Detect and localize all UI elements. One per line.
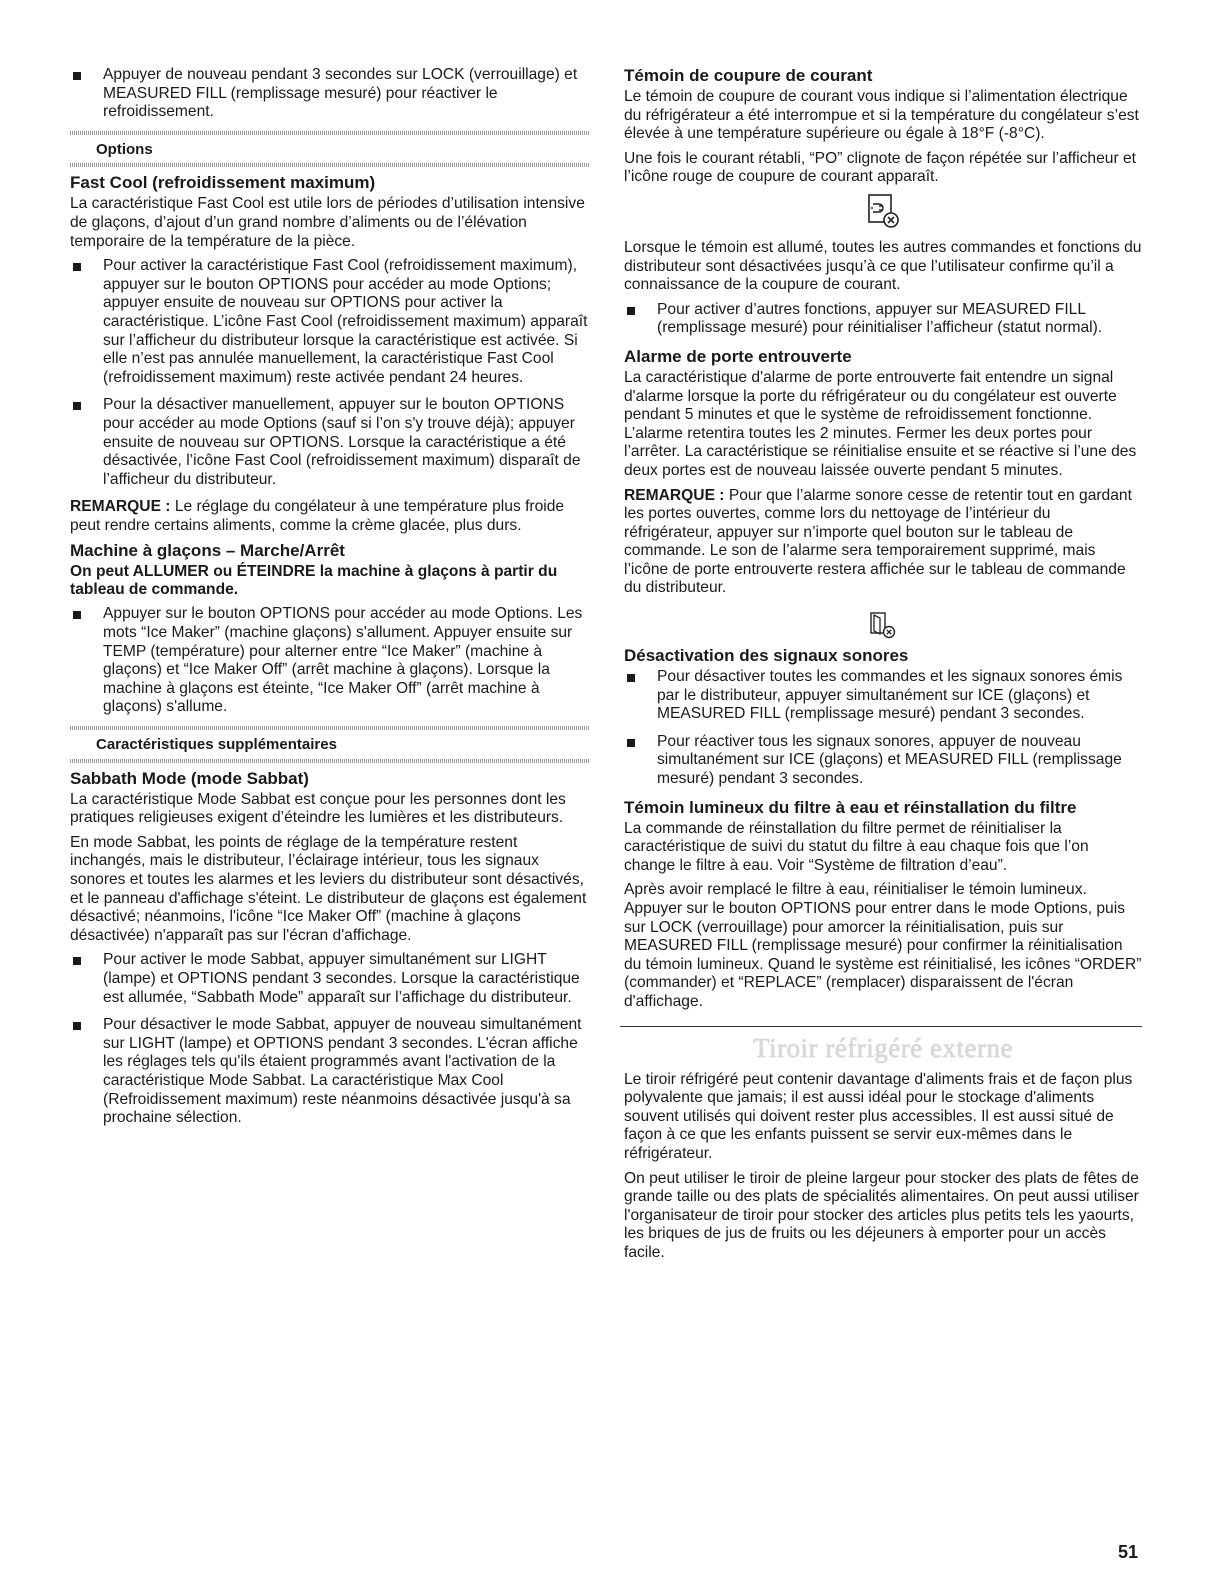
intro-bullet: Appuyer de nouveau pendant 3 secondes sur LOCK (verrouillage) et MEASURED FILL (remplissage mesuré) pour réactiver le refroidissement. (70, 66, 590, 122)
filter-p2: Après avoir remplacé le filtre à eau, réinitialiser le témoin lumineux. Appuyer sur le bouton OPTIONS pour entrer dans le mode Options, puis sur LOCK (verrouillage) pour amorcer la réinitialisation, puis sur MEASURED FILL (remplissage mesuré) pour confirmer la réinitialisation du témoin lumineux. Quand le système est réinitialisé, les icônes “ORDER” (commander) et “REPLACE” (remplacer) disparaissent de l'écran d'affichage. (624, 881, 1142, 1010)
door-ajar-icon (868, 610, 898, 640)
door-heading: Alarme de porte entrouverte (624, 346, 852, 366)
drawer-p2: On peut utiliser le tiroir de pleine largeur pour stocker des plats de fêtes de grande taille ou des plats de spécialités alimentaires. On peut aussi utiliser l'organisateur de tiroir pour stocker des articles plus petits tels les yaourts, les briques de jus de fruits ou les déjeuners à emporter pour un accès facile. (624, 1169, 1139, 1261)
power-outage-icon (866, 193, 900, 229)
fastcool-intro: La caractéristique Fast Cool est utile lors de périodes d’utilisation intensive de glaçons, d’ajout d’un grand nombre d’aliments ou de l’élévation temporaire de la température de la pièce. (70, 195, 585, 250)
sound-heading: Désactivation des signaux sonores (624, 646, 909, 666)
door-p1: La caractéristique d'alarme de porte entrouverte fait entendre un signal d'alarme lorsque la porte du réfrigérateur ou du congélateur est ouverte pendant 5 minutes et que le système de refroidissement fonctionne. L’alarme retentira toutes les 2 minutes. Fermer les deux portes pour l’arrêter. La caractéristique se réinitialise ensuite et se réactive si l’une des deux portes est de nouveau laissée ouverte pendant 5 minutes. (624, 368, 1137, 479)
icemaker-subheading: On peut ALLUMER ou ÉTEINDRE la machine à glaçons à partir du tableau de commande. (70, 563, 558, 599)
remark-text: Le réglage du congélateur à une température plus froide peut rendre certains aliments, comme la crème glacée, plus durs. (70, 498, 565, 534)
fastcool-bullet-activate: Pour activer la caractéristique Fast Cool (refroidissement maximum), appuyer sur le bouton OPTIONS pour accéder au mode Options; appuyer ensuite de nouveau sur OPTIONS pour activer la caractéristique. L’icône Fast Cool (refroidissement maximum) apparaît sur l’afficheur du distributeur lorsque la caractéristique est activée. Si elle n’est pas annulée manuellement, la caractéristique Fast Cool (refroidissement maximum) reste activée pendant 24 heures. (70, 257, 590, 387)
sabbath-bullet-activate: Pour activer le mode Sabbat, appuyer simultanément sur LIGHT (lampe) et OPTIONS pendant 3 secondes. Lorsque la caractéristique est allumée, “Sabbath Mode” apparaît sur l’affichage du distributeur. (70, 951, 590, 1007)
right-column (624, 66, 1142, 1269)
sound-bullet-disable: Pour désactiver toutes les commandes et les signaux sonores émis par le distributeur, appuyer simultanément sur ICE (glaçons) et MEASURED FILL (remplissage mesuré) pendant 3 secondes. (624, 668, 1142, 724)
page-number: 51 (1118, 1542, 1139, 1562)
fastcool-heading: Fast Cool (refroidissement maximum) (70, 173, 376, 193)
remark-label: REMARQUE : (624, 486, 725, 504)
power-p1: Le témoin de coupure de courant vous indique si l’alimentation électrique du réfrigérateur a été interrompue et si la température du congélateur s’est élevée à une température supérieure ou égale à 18°F (-8°C). (624, 88, 1139, 143)
fastcool-remark (70, 498, 590, 535)
remark-text: Pour que l’alarme sonore cesse de retentir tout en gardant les portes ouvertes, comme lors du nettoyage de l’intérieur du réfrigérateur, appuyer sur n’importe quel bouton sur le tableau de commande. Le son de l’alarme sera temporairement supprimé, mais l’icône de porte entrouverte restera affichée sur le tableau de commande du distributeur. (624, 486, 1132, 597)
power-bullet: Pour activer d’autres fonctions, appuyer sur MEASURED FILL (remplissage mesuré) pour réinitialiser l’afficheur (statut normal). (624, 301, 1142, 338)
fastcool-bullet-deactivate: Pour la désactiver manuellement, appuyer sur le bouton OPTIONS pour accéder au mode Options (sauf si l’on s'y trouve déjà); appuyer ensuite de nouveau sur OPTIONS. Lorsque la caractéristique a été désactivée, l’icône Fast Cool (refroidissement maximum) disparaît de l’afficheur du distributeur. (70, 396, 590, 489)
filter-heading: Témoin lumineux du filtre à eau et réinstallation du filtre (624, 797, 1077, 817)
filter-p1: La commande de réinstallation du filtre permet de réinitialiser la caractéristique de suivi du statut du filtre à eau chaque fois que l’on change le filtre à eau. Voir “Système de filtration d’eau”. (624, 819, 1089, 874)
icemaker-bullet: Appuyer sur le bouton OPTIONS pour accéder au mode Options. Les mots “Ice Maker” (machine glaçons) s'allument. Appuyer ensuite sur TEMP (température) pour alterner entre “Ice Maker” (machine à glaçons) et “Ice Maker Off” (arrêt machine à glaçons). Lorsque la machine à glaçons est éteinte, “Ice Maker Off” (arrêt machine à glaçons) s'allume. (70, 605, 590, 717)
sabbath-p2: En mode Sabbat, les points de réglage de la température restent inchangés, mais le distributeur, l’éclairage intérieur, tous les signaux sonores et toutes les alarmes et les leviers du distributeur sont désactivés, et le panneau d'affichage s'éteint. Le distributeur de glaçons est également désactivé; néanmoins, l'icône “Ice Maker Off” (machine à glaçons désactivée) n'apparaît pas sur l'écran d'affichage. (70, 833, 587, 944)
icemaker-heading: Machine à glaçons – Marche/Arrêt (70, 541, 345, 561)
extras-band: Caractéristiques supplémentaires (70, 726, 590, 763)
section-divider (620, 1026, 1142, 1027)
left-column (70, 66, 590, 1137)
sabbath-p1: La caractéristique Mode Sabbat est conçue pour les personnes dont les pratiques religieuses exigent d’éteindre les lumières et les distributeurs. (70, 790, 566, 827)
remark-label: REMARQUE : (70, 498, 171, 516)
power-p3: Lorsque le témoin est allumé, toutes les autres commandes et fonctions du distributeur sont désactivées jusqu’à ce que l’utilisateur confirme qu’il a connaissance de la coupure de courant. (624, 238, 1142, 294)
options-band: Options (70, 131, 590, 168)
door-remark (624, 487, 1142, 599)
power-outage-icon-wrap (624, 193, 1142, 229)
drawer-p1: Le tiroir réfrigéré peut contenir davantage d'aliments frais et de façon plus polyvalente que jamais; il est aussi idéal pour le stockage d'aliments souvent utilisés qui doivent rester plus accessibles. Il est aussi situé de façon à ce que les enfants puissent se servir eux-mêmes dans le réfrigérateur. (624, 1070, 1133, 1162)
drawer-section-title: Tiroir réfrigéré externe (753, 1032, 1013, 1063)
power-heading: Témoin de coupure de courant (624, 66, 873, 85)
sound-bullet-enable: Pour réactiver tous les signaux sonores, appuyer de nouveau simultanément sur ICE (glaçons) et MEASURED FILL (remplissage mesuré) pendant 3 secondes. (624, 733, 1142, 789)
sabbath-heading: Sabbath Mode (mode Sabbat) (70, 768, 309, 788)
door-ajar-icon-wrap (624, 610, 1142, 640)
sabbath-bullet-deactivate: Pour désactiver le mode Sabbat, appuyer de nouveau simultanément sur LIGHT (lampe) et OPTIONS pendant 3 secondes. L'écran affiche les réglages tels qu'ils étaient programmés avant l'activation de la caractéristique Mode Sabbat. La caractéristique Max Cool (Refroidissement maximum) reste néanmoins désactivée jusqu'à sa prochaine sélection. (70, 1016, 590, 1128)
power-p2: Une fois le courant rétabli, “PO” clignote de façon répétée sur l’afficheur et l’icône rouge de coupure de courant apparaît. (624, 149, 1136, 186)
